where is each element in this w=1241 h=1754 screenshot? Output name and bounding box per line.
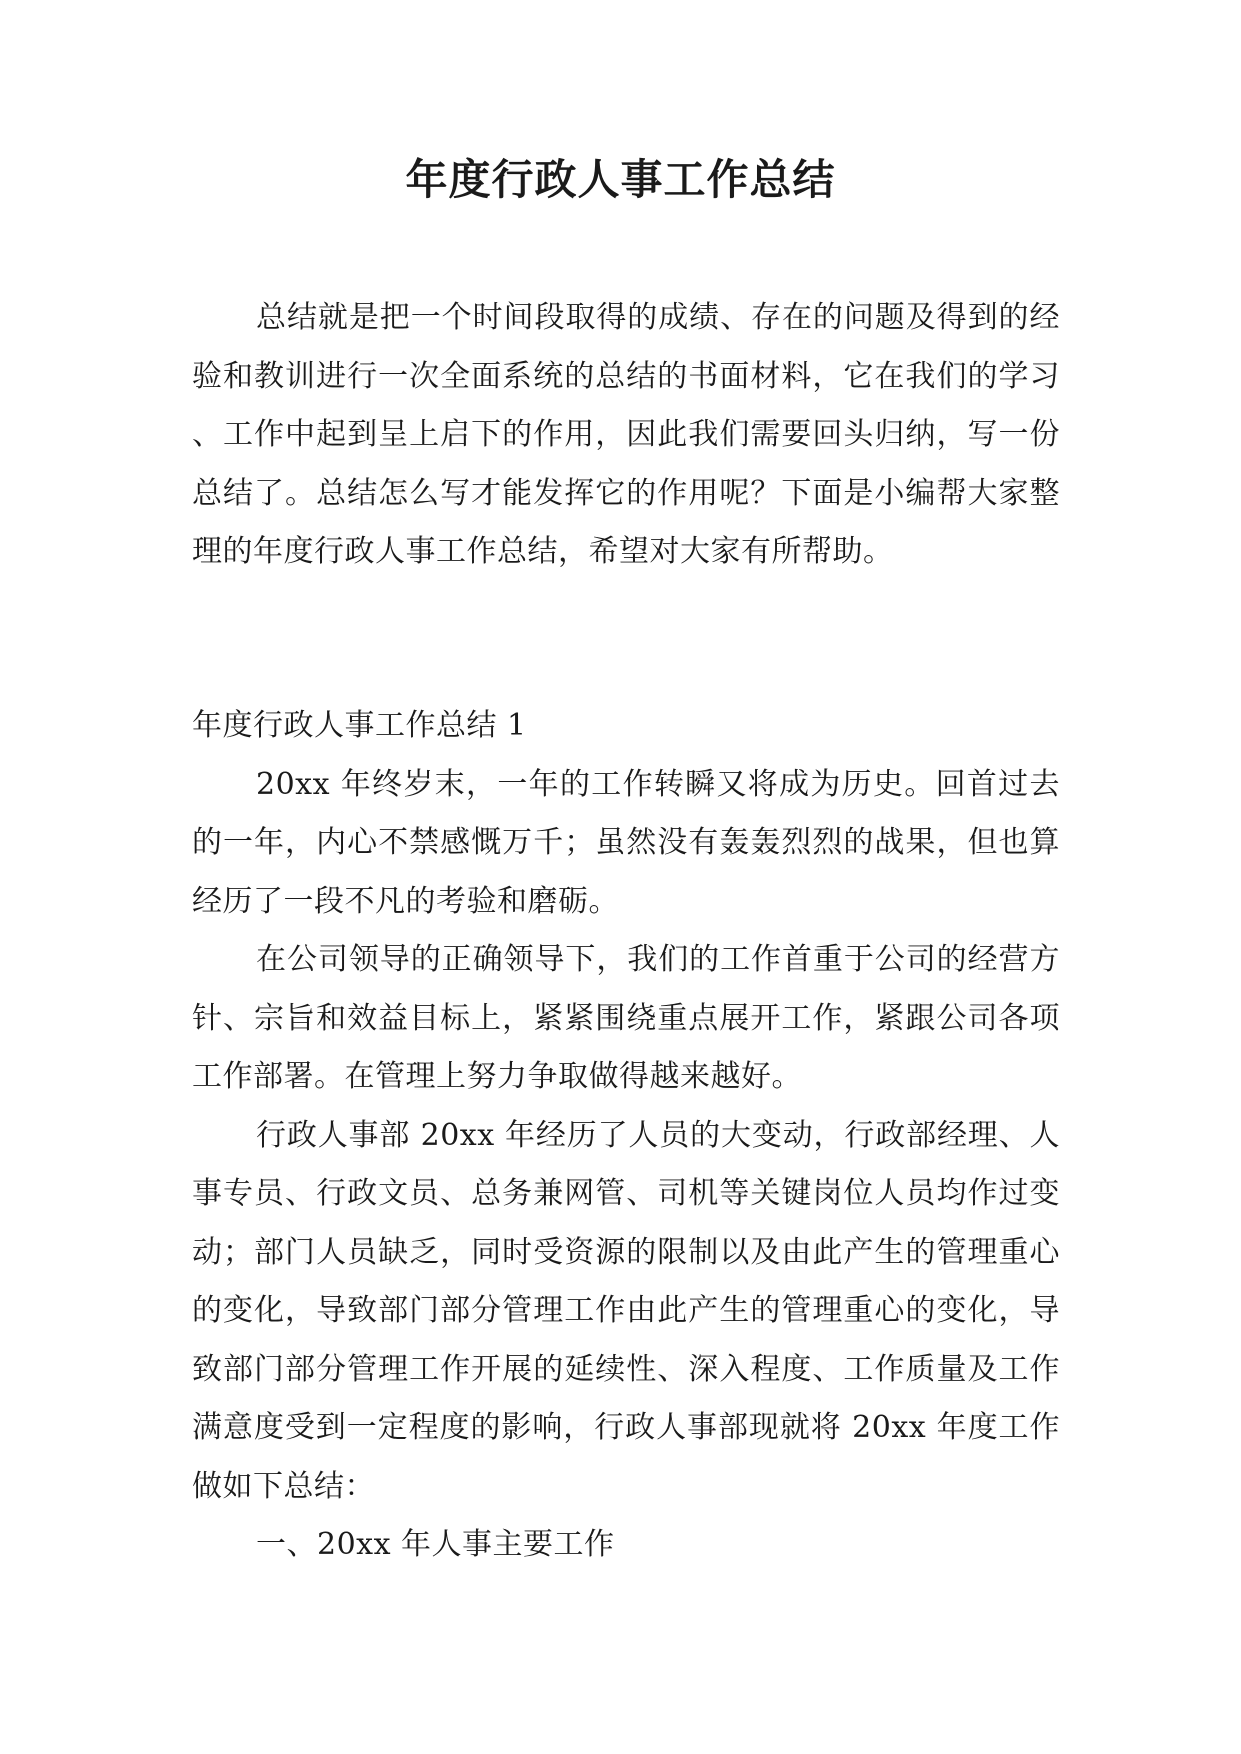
paragraph-1: 20xx 年终岁末，一年的工作转瞬又将成为历史。回首过去的一年，内心不禁感慨万千；虽然没有轰轰烈烈的战果，但也算经历了一段不凡的考验和磨砺。 xyxy=(192,766,1060,919)
paragraph-2: 在公司领导的正确领导下，我们的工作首重于公司的经营方针、宗旨和效益目标上，紧紧围绕重点展开工作，紧跟公司各项工作部署。在管理上努力争取做得越来越好。 xyxy=(192,942,1060,1094)
subheading-1: 一、20xx 年人事主要工作 xyxy=(256,1527,615,1562)
intro-block xyxy=(192,289,1060,582)
section-block xyxy=(192,697,1060,1575)
section-heading: 年度行政人事工作总结 1 xyxy=(192,708,527,743)
paragraph-3: 行政人事部 20xx 年经历了人员的大变动，行政部经理、人事专员、行政文员、总务兼网管、司机等关键岗位人员均作过变动；部门人员缺乏，同时受资源的限制以及由此产生的管理重心的变化，导致部门部分管理工作由此产生的管理重心的变化，导致部门部分管理工作开展的延续性、深入程度、工作质量及工作满意度受到一定程度的影响，行政人事部现就将 20xx 年度工作做如下总结： xyxy=(192,1117,1060,1504)
intro-paragraph: 总结就是把一个时间段取得的成绩、存在的问题及得到的经验和教训进行一次全面系统的总结的书面材料，它在我们的学习、工作中起到呈上启下的作用，因此我们需要回头归纳，写一份总结了。总结怎么写才能发挥它的作用呢？下面是小编帮大家整理的年度行政人事工作总结，希望对大家有所帮助。 xyxy=(192,300,1060,569)
document-title: 年度行政人事工作总结 xyxy=(405,155,836,204)
